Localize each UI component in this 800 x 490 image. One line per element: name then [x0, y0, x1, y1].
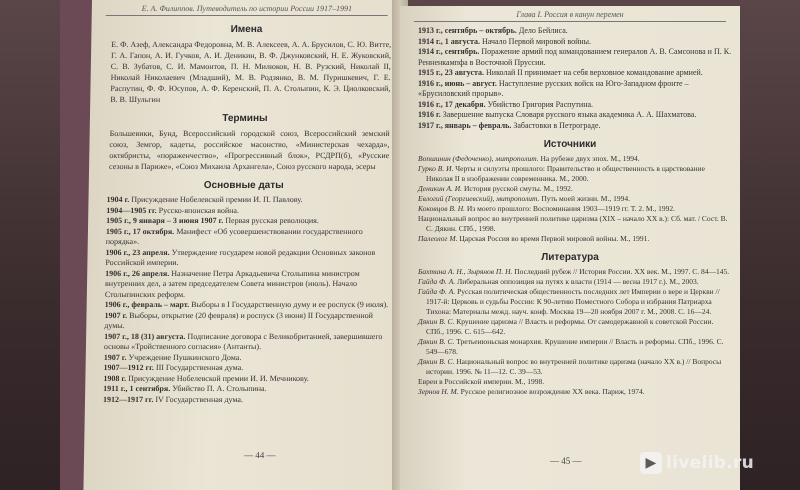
date-entry-text: Убийство П. А. Столыпина. — [172, 384, 267, 393]
source-entry — [418, 214, 732, 234]
date-entry-date: 1906 г., 26 апреля. — [105, 268, 170, 278]
date-entry-text: Выборы, открытие (20 февраля) и роспуск (3 июня) II Государственной думы. — [104, 310, 374, 330]
source-entry — [418, 204, 732, 214]
date-entry — [103, 363, 387, 374]
sources-list — [400, 154, 740, 244]
source-entry-author: Вопшинин (Федоченко), митрополит. — [418, 154, 539, 163]
date-entry — [418, 47, 732, 68]
literature-entry-text: Третьеиюньская монархия. Крушение империи // Власть и реформы. СПб., 1996. С. 549—678. — [426, 337, 724, 356]
date-entry-date: 1905 г., 17 октября. — [105, 226, 175, 236]
literature-entry-author: Дякин В. С. — [418, 357, 455, 366]
date-entry — [103, 395, 387, 406]
date-entry-text: Выборы в I Государственную думу и ее роспуск (9 июля). — [191, 300, 389, 309]
date-entry-date: 1904—1905 гг. — [106, 205, 157, 215]
watermark-text: livelib.ru — [666, 453, 755, 473]
right-page-number: — 45 — — [550, 456, 582, 466]
date-entry-date: 1912—1917 гг. — [102, 394, 154, 404]
left-dates-list — [85, 195, 399, 405]
literature-entry-author: Гайда Ф. А. — [418, 287, 456, 296]
date-entry-date: 1908 г. — [103, 373, 127, 383]
literature-entry-text: Национальный вопрос во внутренней политике царизма (начало XX в.) // Вопросы истории. 1996. № 11—12. С. 39—53. — [426, 357, 722, 376]
source-entry-author: Коковцов В. Н. — [418, 204, 466, 213]
date-entry-text: Забастовки в Петрограде. — [513, 120, 601, 130]
literature-entry — [418, 387, 732, 397]
source-entry-text: История русской смуты. М., 1992. — [463, 184, 573, 193]
source-entry-text: Путь моей жизни. М., 1994. — [541, 194, 630, 203]
date-entry — [106, 195, 390, 206]
date-entry-date: 1904 г. — [106, 195, 130, 204]
date-entry — [418, 26, 732, 37]
date-entry-date: 1907—1912 гг. — [103, 363, 155, 372]
sources-heading: Источники — [543, 139, 597, 150]
date-entry-date: 1915 г., 23 августа. — [418, 68, 485, 77]
date-entry-text: Русско-японская война. — [158, 205, 240, 215]
literature-entry — [418, 267, 732, 277]
source-entry-text: Черты и силуэты прошлого: Правительство и общественность в царствование Николая II в изображении современника. М., 2000. — [426, 164, 705, 183]
literature-entry — [418, 277, 732, 287]
date-entry-date: 1905 г., 9 января – 3 июня 1907 г. — [106, 216, 224, 225]
date-entry-date: 1914 г., сентябрь. — [418, 47, 480, 56]
date-entry — [106, 227, 390, 248]
literature-entry-text: Последний рубеж // История России. XX век. М., 1997. С. 84—145. — [514, 267, 730, 276]
date-entry-date: 1914 г., 1 августа. — [418, 36, 481, 46]
livelib-watermark — [640, 452, 754, 474]
date-entry — [418, 110, 732, 121]
date-entry — [103, 384, 387, 395]
source-entry-text: Из моего прошлого: Воспоминания 1903—1919 гг. Т. 2. М., 1992. — [466, 204, 675, 213]
literature-entry — [418, 287, 732, 317]
literature-entry — [418, 377, 732, 387]
literature-entry-author: Гайда Ф. А. — [418, 277, 456, 286]
date-entry-text: IV Государственная дума. — [155, 394, 244, 404]
date-entry — [418, 37, 732, 48]
literature-entry-author: Зернов Н. М. — [418, 387, 459, 396]
date-entry-text: Присуждение Нобелевской премии И. И. Мечникову. — [128, 373, 309, 383]
date-entry — [104, 332, 388, 353]
date-entry — [105, 248, 389, 269]
date-entry-text: III Государственная дума. — [155, 363, 244, 372]
date-entry-text: Манифест «Об усовершенствовании государственного порядка». — [105, 226, 363, 246]
date-entry-date: 1917 г., январь – февраль. — [418, 120, 512, 130]
date-entry — [106, 206, 390, 217]
literature-entry — [418, 357, 732, 377]
date-entry-text: Назначение Петра Аркадьевича Столыпина министром внутренних дел, а затем председателем Совета министров (июль). Начало Столыпинских реформ. — [104, 268, 360, 299]
date-entry — [103, 374, 387, 385]
literature-list — [400, 267, 740, 397]
dates-heading: Основные даты — [203, 180, 284, 191]
literature-entry-author: Бахтина А. Н., Зырянов П. Н. — [418, 267, 513, 276]
date-entry-text: Подписание договора с Великобританией, завершившего основы «Тройственного согласия» (Антанты). — [103, 331, 383, 351]
date-entry-date: 1916 г. — [418, 110, 441, 119]
source-entry — [418, 184, 732, 194]
date-entry-text: Учреждение Пушкинского Дома. — [128, 352, 242, 362]
date-entry-date: 1906 г., февраль – март. — [104, 300, 190, 309]
source-entry-text: Национальный вопрос во внутренней политике царизма (XIX – начало XX в.): Сб. мат. / Сост. В. С. Дякин. СПб., 1998. — [418, 214, 728, 233]
date-entry-text: Убийство Григория Распутина. — [487, 99, 594, 109]
date-entry — [418, 100, 732, 111]
date-entry — [105, 269, 390, 301]
literature-entry-text: Крушение царизма // Власть и реформы. От самодержавной к советской России. СПб., 1996. С. 615—642. — [426, 317, 714, 336]
date-entry-date: 1916 г., июнь – август. — [418, 78, 497, 88]
literature-entry-text: Русское религиозное возрождение XX века. Париж, 1974. — [460, 387, 645, 396]
date-entry-text: Наступление русских войск на Юго-Западном фронте – «Брусиловский прорыв». — [418, 78, 689, 98]
date-entry — [418, 79, 732, 100]
date-entry — [104, 311, 388, 332]
names-heading: Имена — [230, 24, 263, 35]
date-entry-date: 1911 г., 1 сентября. — [103, 384, 171, 393]
left-running-head: Е. А. Филиппов. Путеводитель по истории России 1917–1991 — [106, 4, 388, 16]
livelib-logo-icon: ▶ — [640, 452, 662, 474]
date-entry — [418, 68, 732, 79]
date-entry-date: 1913 г., сентябрь – октябрь. — [418, 26, 517, 35]
left-page — [83, 0, 402, 490]
date-entry-text: Первая русская революция. — [225, 216, 319, 225]
date-entry — [106, 216, 390, 227]
date-entry-date: 1907 г. — [103, 352, 127, 362]
names-text: Е. Ф. Азеф, Александра Федоровна, М. В. Алексеев, А. А. Брусилов, С. Ю. Витте, Г. А. Гапон, А. И. Гучков, А. И. Деникин, В. Ф. Джунковский, Н. Е. Жуковский, С. В. Зубатов, С. И. Мамонтов, П. Н. Милюков, Н. В. Рузский, Николай II, Николай Николаевич (Младший), М. В. Родзянко, В. М. Пуришкевич, Г. Е. Распутин, Ф. Ф. Юсупов, А. Ф. Керенский, П. А. Столыпин, К. Э. Циолковский, В. В. Шульгин — [110, 40, 392, 104]
date-entry — [104, 353, 388, 364]
date-entry-text: Николай II принимает на себя верховное командование армией. — [486, 68, 703, 77]
date-entry-date: 1906 г., 23 апреля. — [105, 247, 170, 257]
literature-entry-author: Дякин В. С. — [418, 337, 455, 346]
source-entry-author: Палеолог М. — [418, 234, 458, 243]
source-entry — [418, 164, 732, 184]
source-entry — [418, 194, 732, 204]
literature-entry-text: Евреи в Российской империи. М., 1998. — [418, 377, 545, 386]
date-entry — [105, 300, 389, 311]
literature-heading: Литература — [541, 252, 599, 263]
date-entry-date: 1916 г., 17 декабря. — [418, 99, 486, 109]
date-entry-text: Поражение армий под командованием генералов А. В. Самсонова и П. К. Ренненкампфа в Восточной Пруссии. — [418, 47, 732, 67]
date-entry-text: Дело Бейлиса. — [518, 26, 568, 35]
date-entry-text: Присуждение Нобелевской премии И. П. Павлову. — [131, 195, 303, 204]
date-entry-text: Завершение выпуска Словаря русского языка академика А. А. Шахматова. — [442, 110, 697, 119]
source-entry-author: Гурко В. И. — [418, 164, 454, 173]
date-entry-text: Утверждение государем новой редакции Основных законов Российской империи. — [105, 247, 376, 267]
terms-text: Большевики, Бунд, Всероссийский городской союз, Всероссийский земский союз, Земгор, кадеты, российское масонство, «Министерская чехарда», октябристы, «пораженчество», «Прогрессивный блок», РСДРП(б), «Русские сезоны в Париже», «Союз Михаила Архангела», Союз русского народа, эсеры — [109, 129, 390, 171]
date-entry-date: 1907 г., 18 (31) августа. — [104, 331, 186, 341]
source-entry-author: Евлогий (Георгиевский), митрополит. — [418, 194, 540, 203]
literature-entry-author: Дякин В. С. — [418, 317, 455, 326]
right-page — [400, 6, 740, 490]
left-page-number: — 44 — — [243, 450, 276, 460]
literature-entry-text: Русская политическая общественность последних лет Империи о вере и Церкви // 1917-й: Церковь и судьбы России: К 90-летию Поместного Собора и избрания Патриарха Тихона: Материалы межд. науч. конф. Москва 19—20 ноября 2007 г. М., 2008. С. 16—24. — [426, 287, 720, 316]
source-entry — [418, 234, 732, 244]
date-entry — [418, 121, 732, 132]
date-entry-date: 1907 г. — [104, 310, 128, 320]
literature-entry — [418, 337, 732, 357]
source-entry-author: Деникин А. И. — [418, 184, 463, 193]
source-entry — [418, 154, 732, 164]
date-entry-text: Начало Первой мировой войны. — [482, 36, 591, 46]
literature-entry-text: Либеральная оппозиция на путях к власти (1914 — весна 1917 г.). М., 2003. — [457, 277, 699, 286]
right-running-head: Глава I. Россия в канун перемен — [414, 10, 726, 22]
source-entry-text: На рубеже двух эпох. М., 1994. — [540, 154, 640, 163]
source-entry-text: Царская Россия во время Первой мировой войны. М., 1991. — [459, 234, 650, 243]
literature-entry — [418, 317, 732, 337]
right-dates-list — [400, 26, 740, 131]
terms-heading: Термины — [222, 113, 268, 124]
